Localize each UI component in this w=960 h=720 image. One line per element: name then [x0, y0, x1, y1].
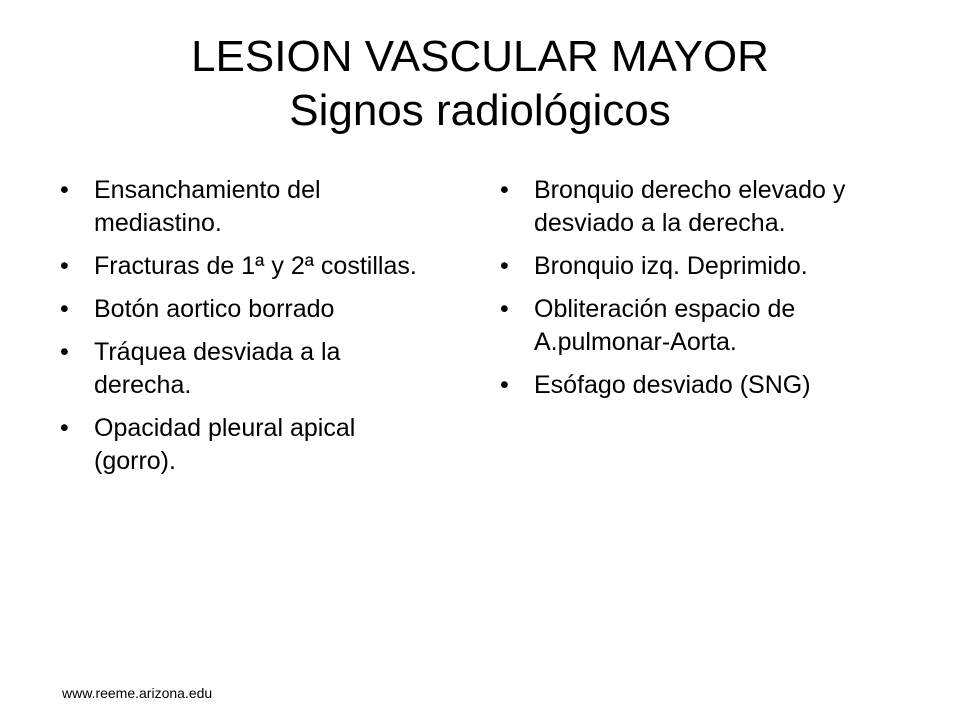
list-item [60, 336, 440, 402]
list-item-text: Ensanchamiento del mediastino. [94, 176, 321, 237]
list-item [60, 174, 440, 240]
footer-url: www.reeme.arizona.edu [62, 685, 213, 701]
list-item-text: Obliteración espacio de A.pulmonar-Aorta. [534, 295, 796, 356]
bullet-icon: • [60, 176, 69, 204]
list-item [500, 293, 920, 359]
list-item-text: Fracturas de 1ª y 2ª costillas. [94, 252, 417, 280]
list-item-text: Bronquio izq. Deprimido. [534, 252, 808, 280]
bullet-icon: • [60, 338, 69, 366]
bullet-icon: • [500, 176, 509, 204]
slide-title-main: LESION VASCULAR MAYOR [191, 32, 769, 81]
list-item-text: Botón aortico borrado [94, 295, 335, 323]
list-item-text: Bronquio derecho elevado y desviado a la derecha. [534, 176, 846, 237]
list-item [500, 250, 920, 283]
bullet-icon: • [60, 295, 69, 323]
list-item [500, 174, 920, 240]
slide-title [0, 30, 960, 138]
bullet-icon: • [500, 371, 509, 399]
list-item-text: Tráquea desviada a la derecha. [94, 338, 341, 399]
bullet-icon: • [60, 252, 69, 280]
list-item [60, 293, 440, 326]
slide-title-subtitle: Signos radiológicos [289, 86, 671, 135]
list-item-text: Opacidad pleural apical (gorro). [94, 414, 356, 475]
list-item [60, 412, 440, 478]
bullet-icon: • [500, 295, 509, 323]
list-item [60, 250, 440, 283]
list-item-text: Esófago desviado (SNG) [534, 371, 811, 399]
right-bullet-list [500, 174, 920, 412]
bullet-icon: • [500, 252, 509, 280]
bullet-icon: • [60, 414, 69, 442]
left-bullet-list [60, 174, 440, 488]
list-item [500, 369, 920, 402]
